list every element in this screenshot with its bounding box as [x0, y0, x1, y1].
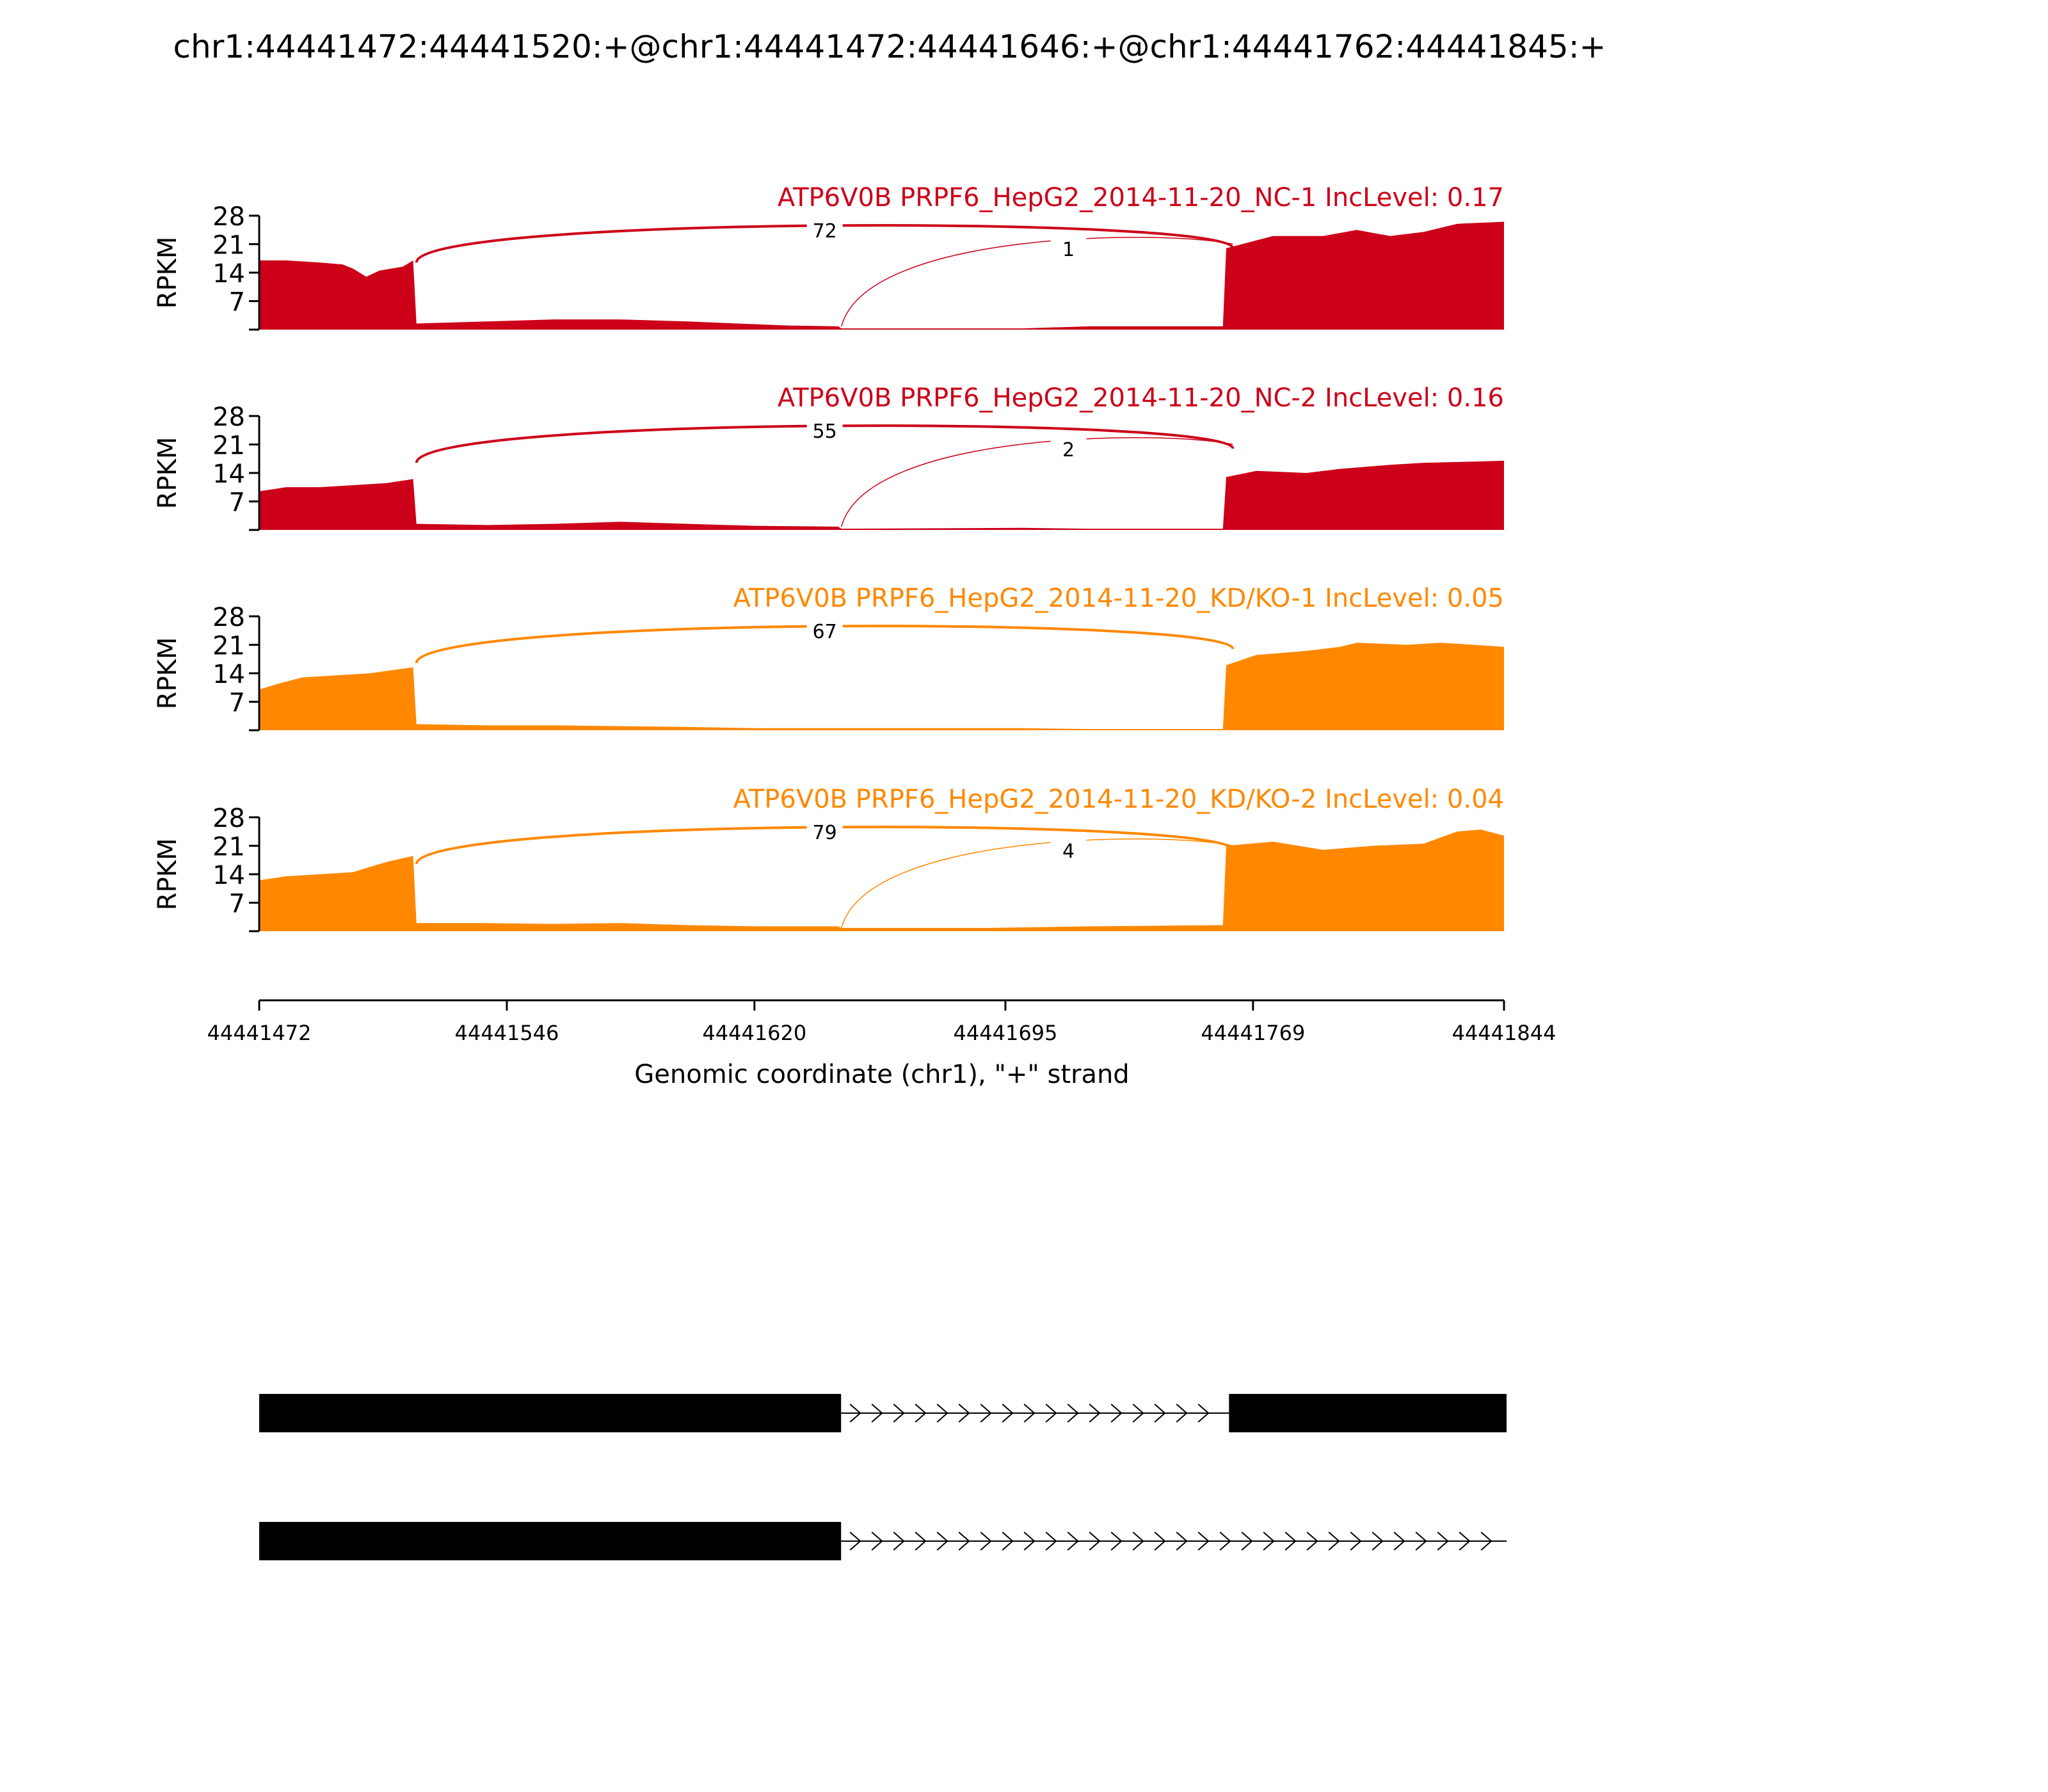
coverage-area — [259, 643, 1504, 730]
y-axis — [153, 603, 259, 730]
panel-title: ATP6V0B PRPF6_HepG2_2014-11-20_KD/KO-1 IncLevel: 0.05 — [733, 584, 1504, 613]
x-tick-label: 44441620 — [702, 1021, 807, 1045]
y-tick-label: 28 — [212, 804, 245, 833]
coverage-area — [259, 222, 1504, 330]
x-tick-label: 44441844 — [1452, 1021, 1556, 1045]
figure-title: chr1:44441472:44441520:+@chr1:44441472:44441646:+@chr1:44441762:44441845:+ — [173, 28, 1606, 65]
isoform-1 — [259, 1394, 1507, 1432]
exon-block — [259, 1394, 841, 1432]
junction-count-label: 4 — [1062, 840, 1075, 863]
y-axis — [153, 804, 259, 931]
coverage-panel-2 — [153, 383, 1504, 530]
coverage-panel-3 — [153, 584, 1504, 730]
y-tick-label: 7 — [228, 287, 245, 317]
y-tick-label: 28 — [212, 603, 245, 632]
x-tick-label: 44441769 — [1201, 1021, 1306, 1045]
panel-title: ATP6V0B PRPF6_HepG2_2014-11-20_NC-2 IncLevel: 0.16 — [777, 383, 1504, 413]
x-axis-label: Genomic coordinate (chr1), "+" strand — [634, 1060, 1130, 1089]
panel-title: ATP6V0B PRPF6_HepG2_2014-11-20_KD/KO-2 IncLevel: 0.04 — [733, 785, 1504, 814]
x-axis — [207, 1000, 1556, 1089]
y-tick-label: 14 — [212, 460, 245, 489]
junction-count-label: 72 — [812, 220, 837, 243]
y-axis-label: RPKM — [153, 436, 182, 509]
isoform-2 — [259, 1522, 1507, 1560]
y-axis-label: RPKM — [153, 838, 182, 911]
junction-count-label: 1 — [1062, 239, 1075, 262]
y-axis — [153, 403, 259, 530]
y-tick-label: 14 — [212, 259, 245, 289]
y-tick-label: 7 — [228, 889, 245, 919]
y-tick-label: 21 — [212, 230, 245, 260]
junction-count-label: 55 — [812, 420, 837, 443]
y-axis — [153, 202, 259, 330]
junction-arc — [842, 237, 1233, 326]
y-tick-label: 28 — [212, 202, 245, 232]
junction-arc — [842, 839, 1233, 928]
coverage-area — [259, 461, 1504, 530]
y-tick-label: 14 — [212, 660, 245, 689]
exon-block — [259, 1522, 841, 1560]
coverage-panels — [153, 183, 1504, 931]
junction-arc — [842, 438, 1233, 527]
coverage-area — [259, 829, 1504, 931]
y-axis-label: RPKM — [153, 236, 182, 309]
exon-block — [1229, 1394, 1507, 1432]
y-axis-label: RPKM — [153, 637, 182, 710]
junction-count-label: 67 — [812, 620, 837, 643]
y-tick-label: 7 — [228, 688, 245, 718]
y-tick-label: 21 — [212, 832, 245, 862]
isoform-track — [259, 1394, 1507, 1560]
x-tick-label: 44441472 — [207, 1021, 312, 1045]
junction-count-label: 79 — [812, 821, 837, 844]
y-tick-label: 7 — [228, 488, 245, 518]
x-tick-label: 44441546 — [454, 1021, 559, 1045]
coverage-panel-4 — [153, 785, 1504, 931]
x-tick-label: 44441695 — [953, 1021, 1058, 1045]
coverage-panel-1 — [153, 183, 1504, 330]
y-tick-label: 21 — [212, 431, 245, 461]
y-tick-label: 14 — [212, 861, 245, 890]
y-tick-label: 28 — [212, 403, 245, 432]
panel-title: ATP6V0B PRPF6_HepG2_2014-11-20_NC-1 IncLevel: 0.17 — [777, 183, 1504, 212]
y-tick-label: 21 — [212, 631, 245, 661]
junction-count-label: 2 — [1062, 439, 1075, 462]
